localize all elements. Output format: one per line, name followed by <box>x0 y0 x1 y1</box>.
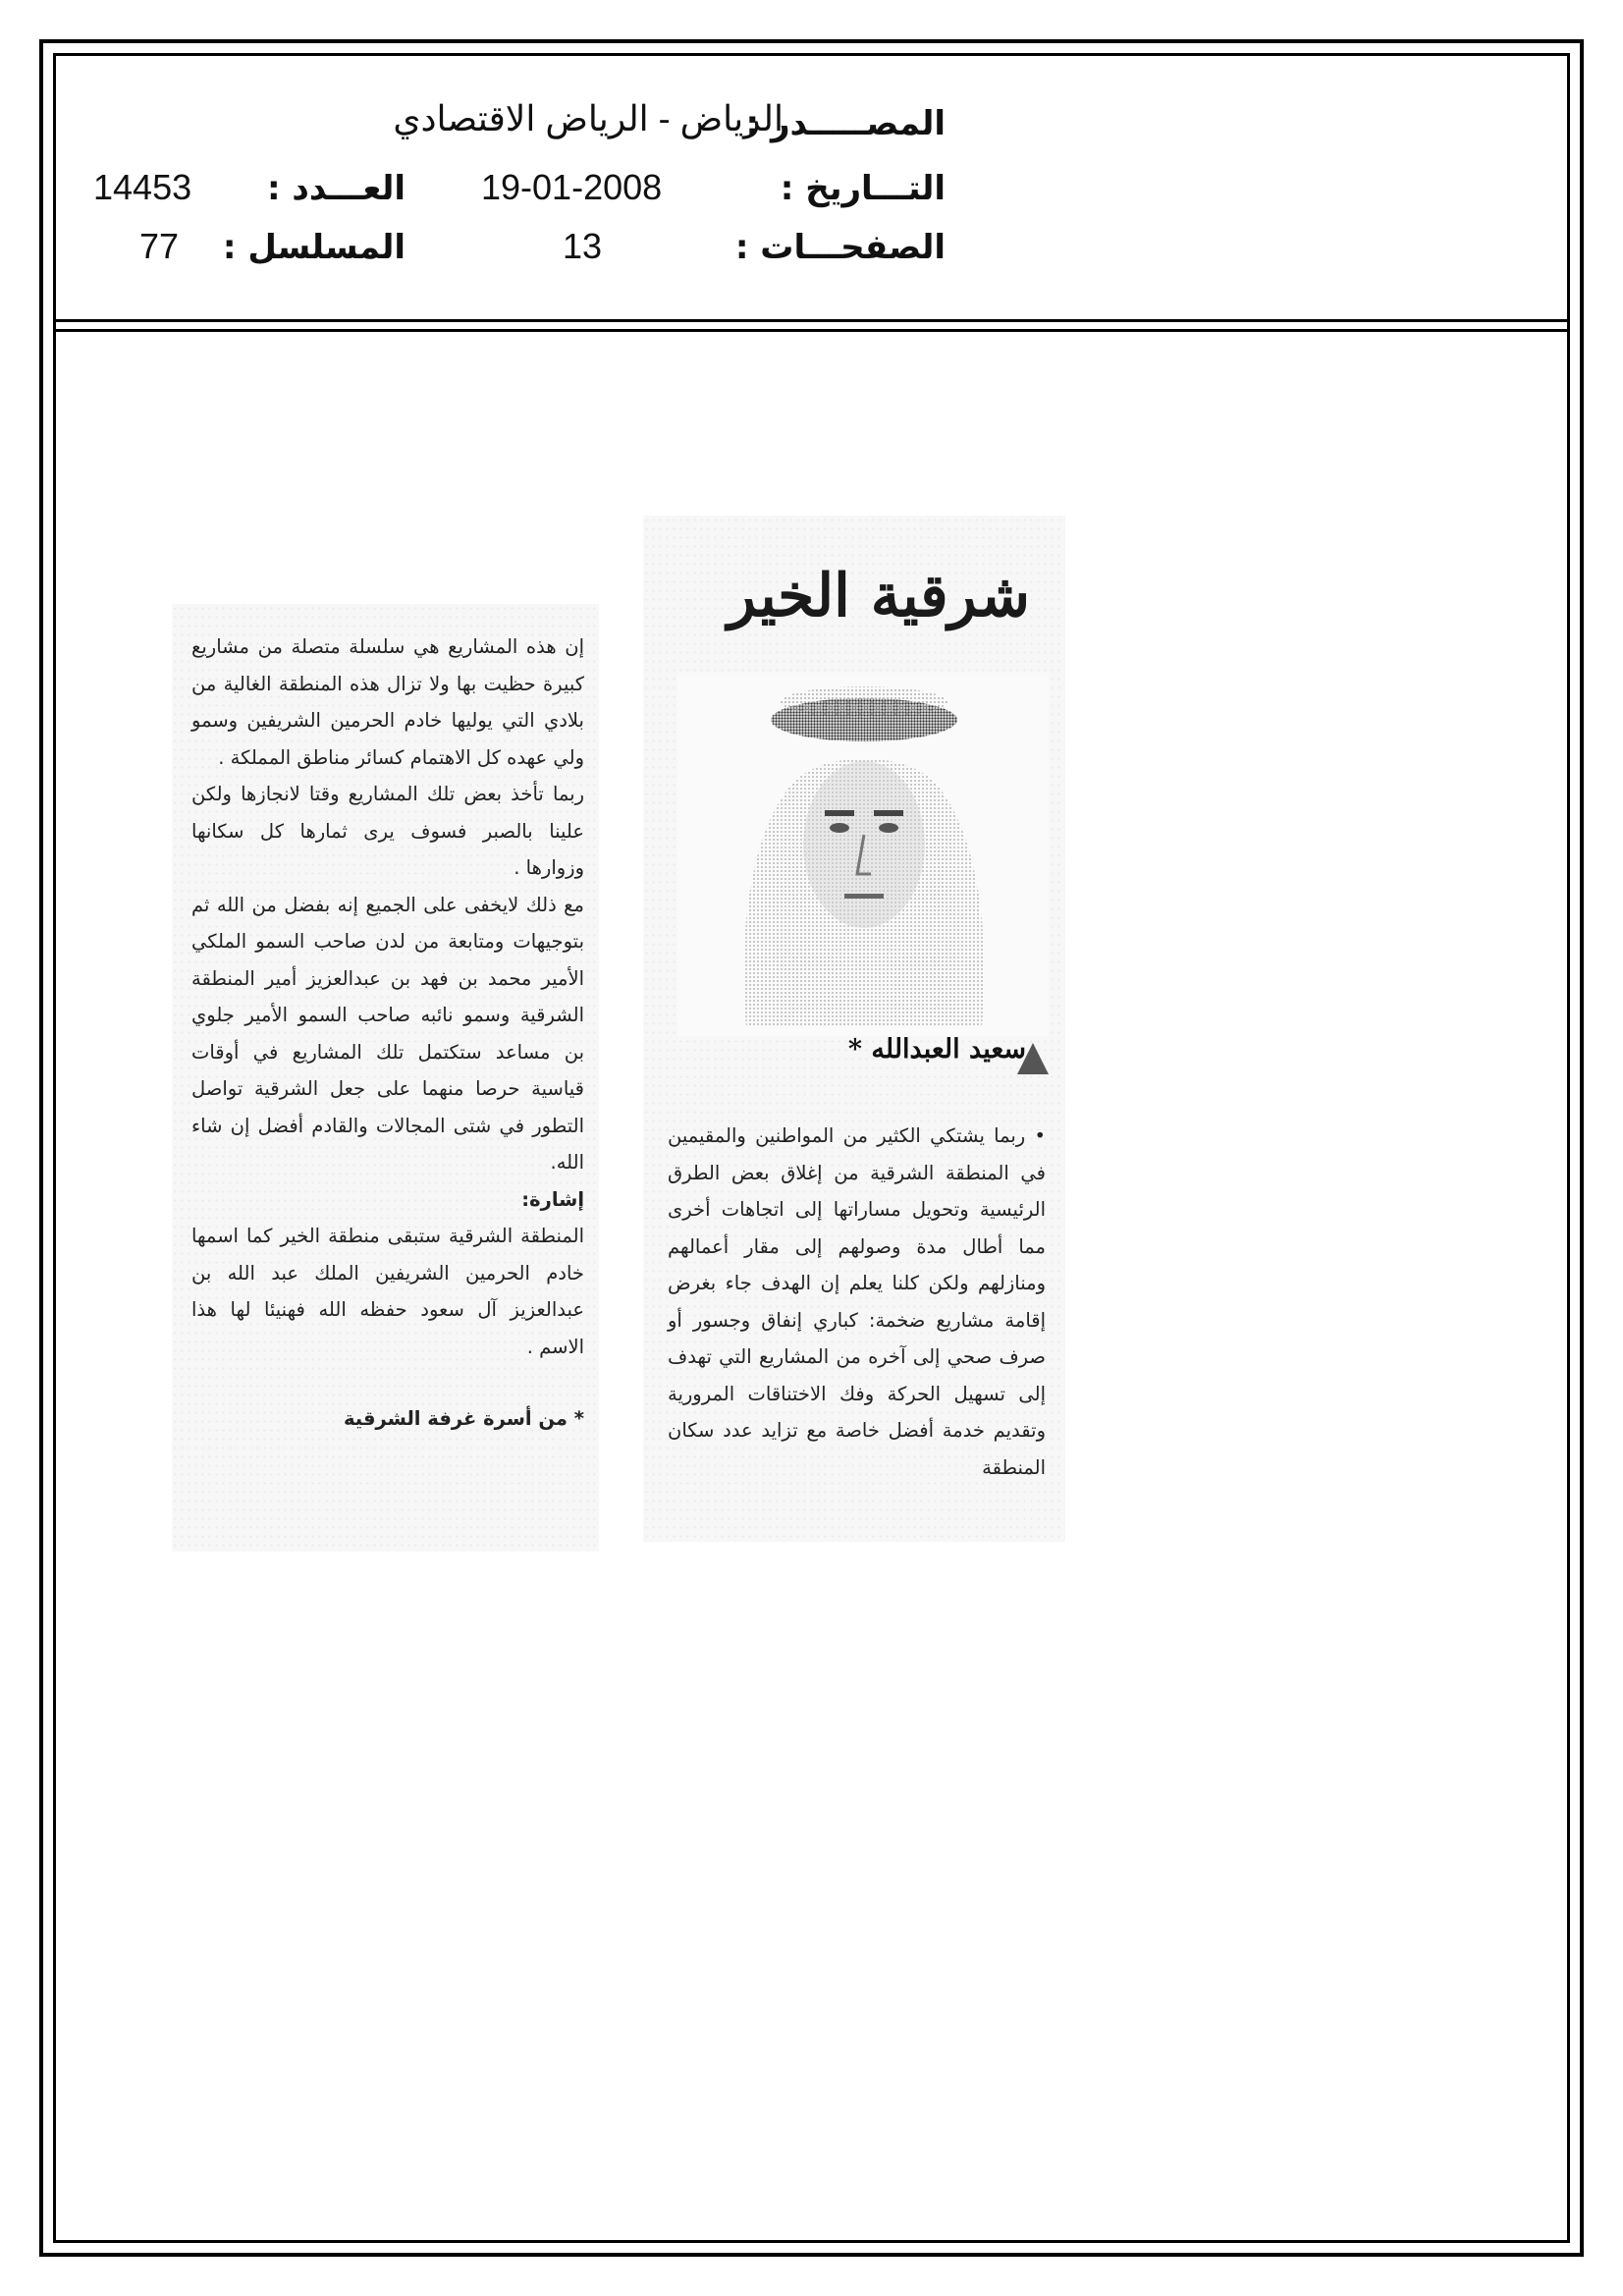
source-value: الرياض - الرياض الاقتصادي <box>393 98 784 138</box>
date-label: التـــاريخ : <box>780 169 946 208</box>
article-paragraph: مع ذلك لايخفى على الجميع إنه بفضل من الله ثم بتوجيهات ومتابعة من لدن صاحب السمو الملكي الأمير محمد بن فهد بن عبدالعزيز أمير المنطقة الشرقية وسمو نائبه صاحب السمو الأمير جلوي بن مساعد ستكتمل تلك المشاريع في أوقات قياسية حرصا منهما على جعل الشرقية تواصل التطور في شتى المجالات والقادم أفضل إن شاء الله. <box>191 893 584 1174</box>
article-column-left <box>191 629 584 1438</box>
article-paragraph: ربما تأخذ بعض تلك المشاريع وقتا لانجازها ولكن علينا بالصبر فسوف يرى ثمارها كل سكانها وزوارها . <box>191 783 584 879</box>
issue-value: 14453 <box>93 167 192 207</box>
article-paragraph: إن هذه المشاريع هي سلسلة متصلة من مشاريع كبيرة حظيت بها ولا تزال هذه المنطقة الغالية من بلادي التي يوليها خادم الحرمين الشريفين وسمو ولي عهده كل الاهتمام كسائر مناطق المملكة . <box>191 635 584 769</box>
article-author: سعيد العبدالله * <box>847 1034 1026 1065</box>
byline-triangle-icon <box>1017 1043 1049 1074</box>
header-divider-second <box>53 329 1570 332</box>
pages-label: الصفحـــات : <box>734 228 946 267</box>
serial-label: المسلسل : <box>222 228 406 267</box>
date-value: 19-01-2008 <box>481 167 663 207</box>
source-label: المصـــــدر : <box>745 104 946 143</box>
header-divider <box>53 319 1570 322</box>
issue-label: العـــدد : <box>267 169 406 208</box>
article-title: شرقية الخير <box>727 562 1031 630</box>
note-label: إشارة: <box>521 1187 584 1211</box>
author-portrait-image <box>677 673 1049 1036</box>
pages-value: 13 <box>563 226 603 266</box>
article-paragraph: • ربما يشتكي الكثير من المواطنين والمقيمين في المنطقة الشرقية من إغلاق بعض الطرق الرئيسية وتحويل مساراتها إلى اتجاهات أخرى مما أطال مدة وصولهم إلى مقار أعمالهم ومنازلهم ولكن كلنا يعلم إن الهدف جاء بغرض إقامة مشاريع ضخمة: كباري إنفاق وجسور أو صرف صحي إلى آخره من المشاريع التي تهدف إلى تسهيل الحركة وفك الاختناقات المرورية وتقديم خدمة أفضل خاصة مع تزايد عدد سكان المنطقة <box>668 1124 1046 1479</box>
note-text: المنطقة الشرقية ستبقى منطقة الخير كما اسمها خادم الحرمين الشريفين الملك عبد الله بن عبدالعزيز آل سعود حفظه الله فهنيئا لها هذا الاسم . <box>191 1225 584 1358</box>
serial-value: 77 <box>139 226 180 266</box>
article-signature: * من أسرة غرفة الشرقية <box>343 1407 584 1430</box>
author-photo <box>677 673 1049 1036</box>
article-column-right <box>668 1118 1046 1486</box>
